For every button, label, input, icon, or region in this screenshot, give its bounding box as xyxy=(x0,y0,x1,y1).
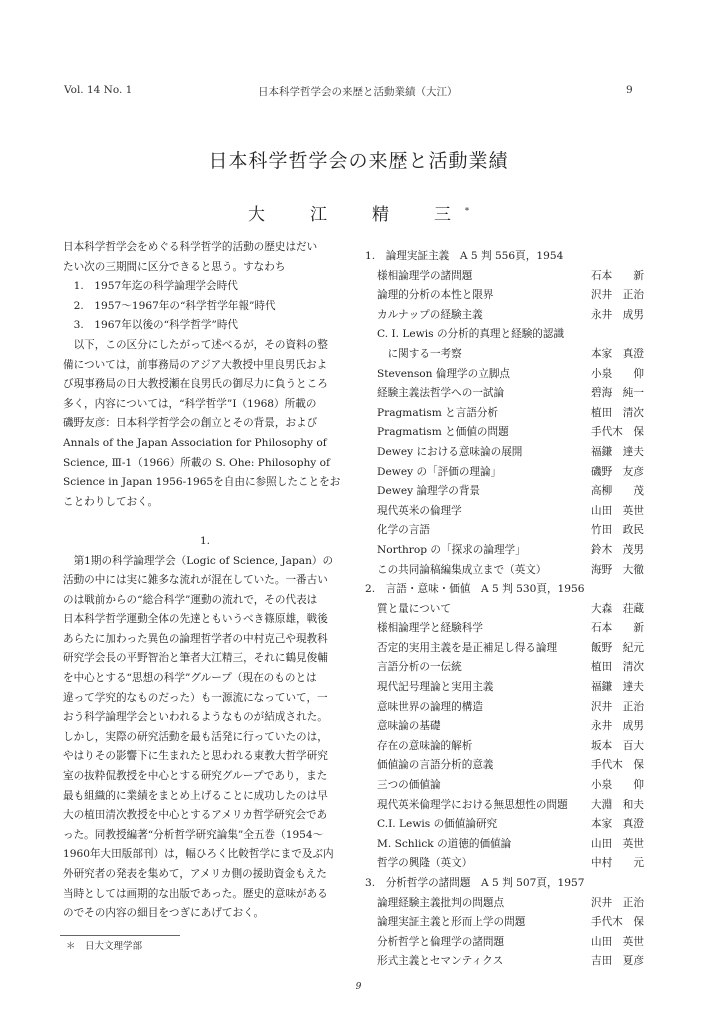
entry-author: 手代木 保 xyxy=(591,426,644,439)
body-line: 外研究者の発表を集めて，アメリカ側の援助資金もえた xyxy=(63,868,327,880)
entry-title: 意味世界の論理的構造 xyxy=(377,700,483,713)
entry-author: 大淵 和夫 xyxy=(591,798,644,811)
entry-author: 手代木 保 xyxy=(591,916,644,929)
contents-entry xyxy=(365,815,665,835)
contents-entry xyxy=(365,796,665,816)
entry-author: 碧海 純一 xyxy=(591,387,644,400)
entry-title: 現代記号理論と実用主義 xyxy=(377,681,494,694)
entry-author: 沢井 正治 xyxy=(591,289,644,302)
contents-entry xyxy=(365,325,665,345)
entry-author: 鈴木 茂男 xyxy=(591,543,644,556)
body-line: 磯野友彦：日本科学哲学会の創立とその背景，および xyxy=(63,417,318,430)
volume-heading xyxy=(365,247,665,267)
body-line: のでその内容の細目をつぎにあげておく。 xyxy=(63,907,265,920)
entry-author: 海野 大徹 xyxy=(591,563,644,576)
contents-entry xyxy=(365,835,665,855)
entry-title: 存在の意味論的解析 xyxy=(377,739,473,752)
contents-entry xyxy=(365,894,665,914)
entry-title: Pragmatism と価値の問題 xyxy=(377,426,509,439)
body-line: 備については，前事務局のアジア大教授中里良男氏およ xyxy=(63,358,328,371)
entry-title: Dewey の「評価の理論」 xyxy=(377,465,502,478)
contents-entry xyxy=(365,913,665,933)
contents-entry xyxy=(365,952,665,972)
body-line: び現事務局の日大教授瀬在良男氏の御尽力に負うところ xyxy=(63,378,328,391)
entry-title: 分析哲学と倫理学の諸問題 xyxy=(377,935,505,948)
entry-title: Dewey における意味論の展開 xyxy=(377,445,523,458)
entry-author: 石本 新 xyxy=(591,622,644,635)
body-line: 研究学会長の平野智治と筆者大江精三，それに鶴見俊輔 xyxy=(63,652,328,665)
author-name: 大 江 精 三 xyxy=(248,205,465,225)
contents-entry xyxy=(365,502,665,522)
section-number: 1. xyxy=(199,534,211,547)
body-line: 違って学究的なものだった）も一源流になっていて，一 xyxy=(63,691,328,704)
entry-author: 沢井 正治 xyxy=(591,700,644,713)
contents-entry xyxy=(365,404,665,424)
contents-entry xyxy=(365,286,665,306)
body-line: Science, Ⅲ-1（1966）所載の S. Ohe: Philosophy of xyxy=(63,456,330,469)
entry-title: に関する一考察 xyxy=(377,347,462,360)
entry-author: 飯野 紀元 xyxy=(591,641,644,654)
contents-entry xyxy=(365,639,665,659)
entry-title: 経験主義法哲学への一試論 xyxy=(377,387,505,400)
entry-title: 現代英米の倫理学 xyxy=(377,504,462,517)
contents-entry xyxy=(365,463,665,483)
author-footnote-mark: * xyxy=(465,206,469,216)
entry-title: 価値論の言語分析的意義 xyxy=(377,759,494,772)
blank-line xyxy=(63,512,347,532)
article-author xyxy=(0,200,717,225)
volume-heading xyxy=(365,580,665,600)
entry-author: 山田 英世 xyxy=(591,935,644,948)
left-column xyxy=(63,238,347,924)
running-head-page: 9 xyxy=(626,84,633,96)
contents-entry xyxy=(365,698,665,718)
entry-title: 哲学の興隆（英文） xyxy=(377,857,473,870)
volume-heading xyxy=(365,874,665,894)
body-line: 第1期の科学論理学会（Logic of Science, Japan）の xyxy=(63,554,334,567)
entry-title: 意味論の基礎 xyxy=(377,720,441,733)
entry-author: 中村 元 xyxy=(591,857,644,870)
contents-entry xyxy=(365,933,665,953)
entry-title: 現代英米倫理学における無思想性の問題 xyxy=(377,798,568,811)
entry-author: 小泉 仰 xyxy=(591,367,644,380)
entry-author: 石本 新 xyxy=(591,269,644,282)
entry-title: 質と量について xyxy=(377,602,451,615)
entry-title: 様相論理学の諸問題 xyxy=(377,269,473,282)
page-number: 9 xyxy=(355,982,362,992)
entry-title: 論理経験主義批判の問題点 xyxy=(377,896,505,909)
entry-title: Stevenson 倫理学の立脚点 xyxy=(377,367,511,380)
entry-title: 論理実証主義と形而上学の問題 xyxy=(377,916,526,929)
contents-entry xyxy=(365,345,665,365)
entry-author: 小泉 仰 xyxy=(591,779,644,792)
entry-author: 福鎌 達夫 xyxy=(591,681,644,694)
contents-entry xyxy=(365,854,665,874)
entry-title: 三つの価値論 xyxy=(377,779,441,792)
entry-author: 福鎌 達夫 xyxy=(591,445,644,458)
entry-author: 永井 成男 xyxy=(591,308,644,321)
body-line: を中心とする“思想の科学”グループ（現在のものとは xyxy=(63,672,317,685)
contents-entry xyxy=(365,365,665,385)
contents-entry xyxy=(365,443,665,463)
footnote: ＊ 日大文理学部 xyxy=(66,941,143,952)
volume-heading-text: 1. 論理実証主義 A 5 判 556頁，1954 xyxy=(365,250,564,262)
contents-entry xyxy=(365,756,665,776)
body-line: Annals of the Japan Association for Philosophy of xyxy=(63,436,327,449)
entry-author: 植田 清次 xyxy=(591,661,644,674)
entry-title: カルナップの経験主義 xyxy=(377,308,483,321)
entry-author: 永井 成男 xyxy=(591,720,644,733)
body-line: 多く，内容については，“科学哲学”Ⅰ（1968）所載の xyxy=(63,397,317,410)
contents-entry xyxy=(365,384,665,404)
body-line: 当時としては画期的な出版であった。歴史的意味がある xyxy=(63,887,328,900)
entry-title: C.I. Lewis の価値論研究 xyxy=(377,818,498,831)
body-line: あらたに加わった異色の論理哲学者の中村克己や現教科 xyxy=(63,632,328,645)
entry-author: 坂本 百大 xyxy=(591,739,644,752)
body-line: しかし，実際の研究活動を最も活発に行っていたのは， xyxy=(63,730,328,743)
body-line: 活動の中には実に雑多な流れが混在していた。一番古い xyxy=(63,574,328,587)
entry-title: 形式主義とセマンティクス xyxy=(377,955,504,968)
contents-entry xyxy=(365,678,665,698)
body-line: 日本科学哲学運動全体の先達ともいうべき篠原雄，戦後 xyxy=(63,613,328,626)
contents-entry xyxy=(365,717,665,737)
article-title: 日本科学哲学会の来歴と活動業績 xyxy=(208,150,509,172)
entry-title: Pragmatism と言語分析 xyxy=(377,406,499,419)
running-head-title: 日本科学哲学会の来歴と活動業績（大江） xyxy=(258,86,458,98)
body-line: たい次の三期間に区分できると思う。すなわち xyxy=(63,260,286,273)
volume-heading-text: 2. 言語・意味・価値 A 5 判 530頁，1956 xyxy=(365,583,585,596)
entry-author: 竹田 政民 xyxy=(591,524,644,537)
contents-entry xyxy=(365,482,665,502)
contents-entry xyxy=(365,521,665,541)
body-line: 3. 1967年以後の“科学哲学”時代 xyxy=(63,319,239,332)
volume-heading-text: 3. 分析哲学の諸問題 A 5 判 507頁，1957 xyxy=(365,877,585,889)
body-line: ことわりしておく。 xyxy=(63,495,159,508)
contents-entry xyxy=(365,737,665,757)
entry-title: Northrop の「探求の論理学」 xyxy=(377,543,526,556)
entry-author: 山田 英世 xyxy=(591,504,644,517)
contents-entry xyxy=(365,541,665,561)
entry-author: 沢井 正治 xyxy=(591,896,644,909)
entry-title: M. Schlick の道徳的価値論 xyxy=(377,837,512,850)
body-line: 以下，この区分にしたがって述べるが，その資料の整 xyxy=(63,338,328,351)
body-line: 最も組織的に業績をまとめ上げることに成功したのは早 xyxy=(63,789,328,802)
body-line: 1. 1957年迄の科学論理学会時代 xyxy=(63,280,238,293)
body-line: 室の抜粋侃教授を中心とする研究グループであり，また xyxy=(63,770,328,783)
contents-entry xyxy=(365,658,665,678)
contents-entry xyxy=(365,776,665,796)
contents-entry xyxy=(365,423,665,443)
body-line: 1960年大田版部刊）は，幅ひろく比較哲学にまで及ぶ内 xyxy=(63,848,334,861)
contents-entry xyxy=(365,600,665,620)
entry-author: 植田 清次 xyxy=(591,406,644,419)
contents-entry xyxy=(365,306,665,326)
entry-author: 吉田 夏彦 xyxy=(591,955,644,968)
contents-entry xyxy=(365,267,665,287)
body-line: おう科学論理学会といわれるようなものが結成された。 xyxy=(63,711,328,724)
entry-author: 本家 真澄 xyxy=(591,818,644,831)
right-column xyxy=(365,247,665,972)
entry-title: C. I. Lewis の分析的真理と経験的認識 xyxy=(377,328,565,341)
entry-author: 磯野 友彦 xyxy=(591,465,644,478)
body-line: Science in Japan 1956-1965を自由に参照したことをお xyxy=(63,476,341,489)
entry-title: 否定的実用主義を是正補足し得る論理 xyxy=(377,641,558,654)
running-head-volume: Vol. 14 No. 1 xyxy=(64,84,133,96)
entry-title: 化学の言語 xyxy=(377,524,430,537)
body-line: のは戦前からの“総合科学”運動の流れで，その代表は xyxy=(63,593,318,606)
footnote-rule xyxy=(60,935,180,936)
body-line: やはりその影響下に生まれたと思われる東教大哲学研究 xyxy=(63,750,328,763)
entry-title: 様相論理学と経験科学 xyxy=(377,622,483,635)
body-line: 大の植田清次教授を中心とするアメリカ哲学研究会であ xyxy=(63,809,328,822)
entry-title: この共同論稿編集成立まで（英文） xyxy=(377,563,547,576)
contents-entry xyxy=(365,561,665,581)
entry-author: 本家 真澄 xyxy=(591,347,644,360)
contents-entry xyxy=(365,619,665,639)
entry-title: 論理的分析の本性と限界 xyxy=(377,289,494,302)
body-line: 日本科学哲学会をめぐる科学哲学的活動の歴史はだい xyxy=(63,241,318,253)
body-line: 2. 1957〜1967年の“科学哲学年報”時代 xyxy=(63,299,276,312)
entry-author: 山田 英世 xyxy=(591,837,644,850)
body-line: った。同教授編著“分析哲学研究論集”全五巻（1954〜 xyxy=(63,828,324,841)
entry-author: 大森 荘蔵 xyxy=(591,602,644,615)
entry-title: Dewey 論理学の背景 xyxy=(377,485,481,498)
entry-author: 手代木 保 xyxy=(591,759,644,772)
entry-author: 高柳 茂 xyxy=(591,485,644,498)
entry-title: 言語分析の一伝統 xyxy=(377,661,462,674)
